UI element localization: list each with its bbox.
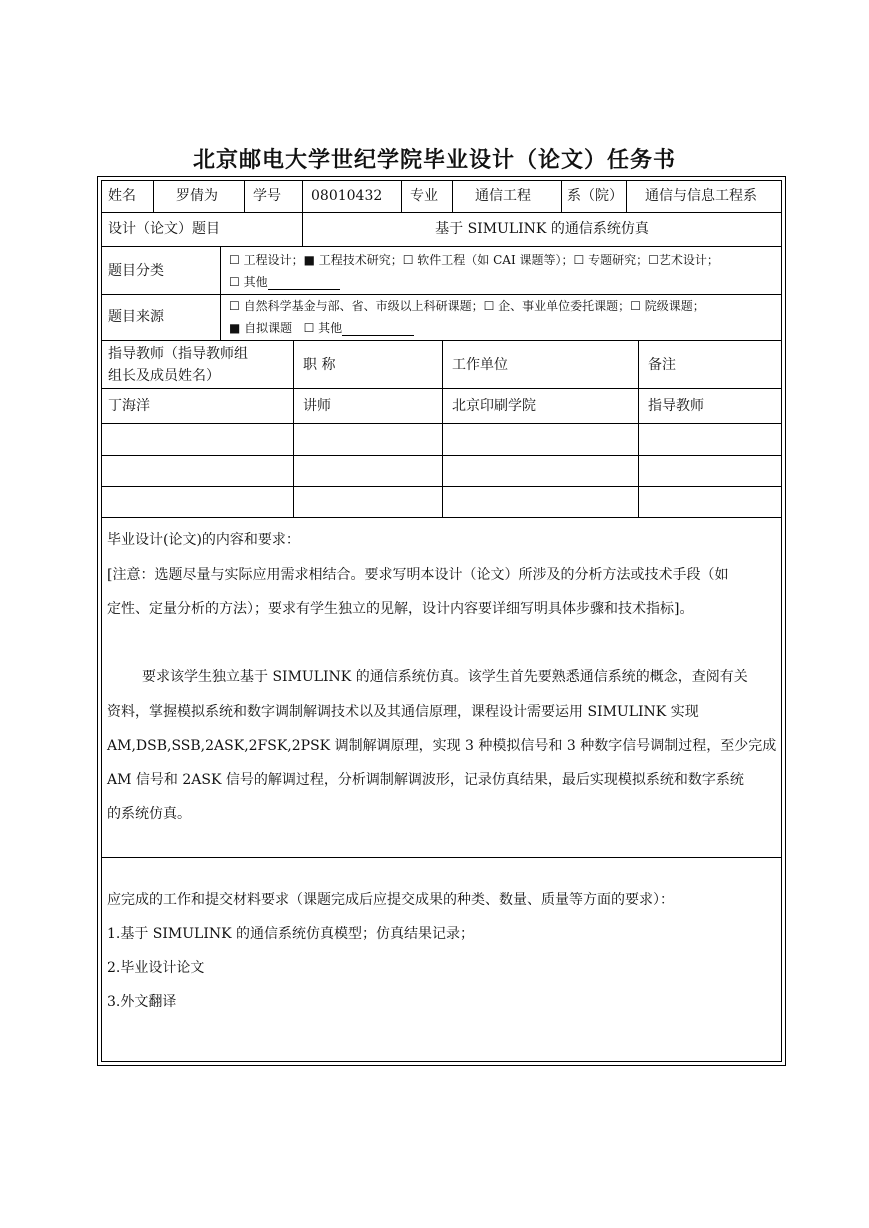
advisor-workplace: 北京印刷学院 (452, 398, 536, 414)
row-divider (101, 857, 782, 858)
col-divider (561, 180, 562, 212)
col-divider (638, 340, 639, 517)
source-other-label: ☐ 其他 (303, 321, 343, 335)
col-divider (626, 180, 627, 212)
advisor-header-remark: 备注 (648, 357, 676, 373)
name-value: 罗倩为 (176, 188, 218, 204)
col-divider (452, 180, 453, 212)
category-other-blank (268, 277, 340, 290)
deliverable-item: 3.外文翻译 (107, 994, 177, 1010)
row-divider (101, 517, 782, 518)
col-divider (293, 340, 294, 517)
advisor-title: 讲师 (303, 398, 331, 414)
advisor-header-line2: 组长及成员姓名） (108, 368, 220, 384)
major-label: 专业 (410, 188, 438, 204)
deliverables-heading: 应完成的工作和提交材料要求（课题完成后应提交成果的种类、数量、质量等方面的要求）： (107, 892, 674, 908)
col-divider (153, 180, 154, 212)
name-label: 姓名 (108, 188, 136, 204)
col-divider (442, 340, 443, 517)
advisor-header-title: 职 称 (303, 357, 336, 373)
deliverable-item: 2.毕业设计论文 (107, 960, 205, 976)
source-other-blank (342, 323, 414, 336)
requirements-body-line4: AM 信号和 2ASK 信号的解调过程，分析调制解调波形，记录仿真结果，最后实现模拟系统和数字系统 (107, 772, 744, 788)
student-id-value: 08010432 (311, 188, 383, 204)
requirements-body-line2: 资料，掌握模拟系统和数字调制解调技术以及其通信原理，课程设计需要运用 SIMULINK 实现 (107, 704, 699, 720)
source-self-topic: ■ 自拟课题 (229, 321, 293, 335)
category-options-line1: ☐ 工程设计；■ 工程技术研究；☐ 软件工程（如 CAI 课题等）；☐ 专题研究；☐艺术设计； (229, 253, 719, 267)
category-options-line2 (229, 274, 340, 290)
document-title: 北京邮电大学世纪学院毕业设计（论文）任务书 (192, 147, 676, 173)
advisor-name: 丁海洋 (108, 398, 150, 414)
col-divider (220, 246, 221, 340)
department-value: 通信与信息工程系 (645, 188, 757, 204)
requirements-body-line1: 要求该学生独立基于 SIMULINK 的通信系统仿真。该学生首先要熟悉通信系统的概念，查阅有关 (142, 669, 748, 685)
requirements-body-line3: AM,DSB,SSB,2ASK,2FSK,2PSK 调制解调原理，实现 3 种模拟信号和 3 种数字信号调制过程，至少完成 (107, 738, 777, 754)
requirements-note-line1: [注意：选题尽量与实际应用需求相结合。要求写明本设计（论文）所涉及的分析方法或技术手段（如 (107, 567, 729, 583)
student-id-label: 学号 (253, 188, 281, 204)
department-label: 系（院） (567, 188, 623, 204)
col-divider (302, 180, 303, 212)
major-value: 通信工程 (475, 188, 531, 204)
topic-label: 设计（论文）题目 (108, 221, 220, 237)
advisor-header-line1: 指导教师（指导教师组 (108, 346, 248, 362)
requirements-heading: 毕业设计(论文)的内容和要求： (107, 532, 300, 548)
advisor-remark: 指导教师 (648, 398, 704, 414)
requirements-note-line2: 定性、定量分析的方法）；要求有学生独立的见解，设计内容要详细写明具体步骤和技术指标]。 (107, 601, 694, 617)
advisor-header-workplace: 工作单位 (452, 357, 508, 373)
col-divider (401, 180, 402, 212)
category-label: 题目分类 (108, 263, 164, 279)
row-divider (101, 212, 782, 213)
source-label: 题目来源 (108, 309, 164, 325)
topic-value: 基于 SIMULINK 的通信系统仿真 (435, 221, 649, 237)
row-divider (101, 246, 782, 247)
category-other-label: ☐ 其他 (229, 275, 268, 289)
source-options-line1: ☐ 自然科学基金与部、省、市级以上科研课题；☐ 企、事业单位委托课题；☐ 院级课题； (229, 299, 705, 313)
requirements-body-line5: 的系统仿真。 (107, 806, 191, 822)
row-divider (101, 294, 782, 295)
deliverable-item: 1.基于 SIMULINK 的通信系统仿真模型；仿真结果记录； (107, 926, 475, 942)
source-options-line2 (229, 320, 414, 336)
col-divider (244, 180, 245, 212)
